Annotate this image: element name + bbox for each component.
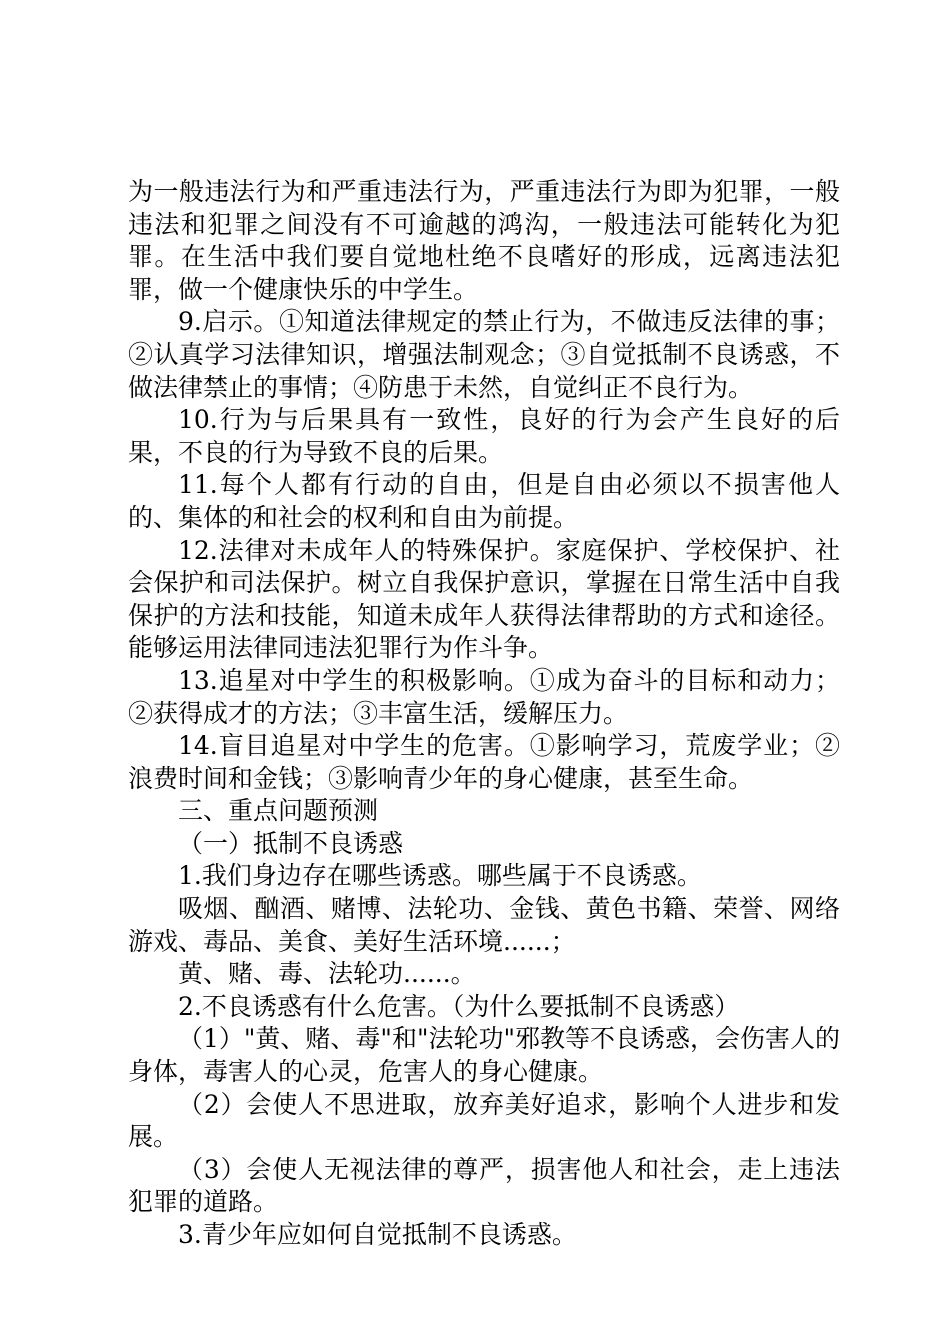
answer-1b: 黄、赌、毒、法轮功......。 bbox=[178, 959, 476, 989]
subsection-heading: （一）抵制不良诱惑 bbox=[178, 828, 404, 858]
question-1: 1.我们身边存在哪些诱惑。哪些属于不良诱惑。 bbox=[178, 861, 702, 891]
document-body bbox=[128, 176, 840, 1252]
paragraph-6: 13.追星对中学生的积极影响。①成为奋斗的目标和动力；②获得成才的方法；③丰富生活，缓解压力。 bbox=[128, 665, 840, 728]
section-heading: 三、重点问题预测 bbox=[178, 796, 379, 826]
paragraph-3: 10.行为与后果具有一致性，良好的行为会产生良好的后果，不良的行为导致不良的后果。 bbox=[128, 405, 840, 467]
answer-2-2: （2）会使人不思进取，放弃美好追求，影响个人进步和发展。 bbox=[128, 1089, 840, 1152]
paragraph-1: 为一般违法行为和严重违法行为，严重违法行为即为犯罪，一般违法和犯罪之间没有不可逾越的鸿沟，一般违法可能转化为犯罪。在生活中我们要自觉地杜绝不良嗜好的形成，远离违法犯罪，做一个健康快乐的中学生。 bbox=[128, 177, 840, 304]
paragraph-2: 9.启示。①知道法律规定的禁止行为，不做违反法律的事；②认真学习法律知识，增强法制观念；③自觉抵制不良诱惑，不做法律禁止的事情；④防患于未然，自觉纠正不良行为。 bbox=[128, 307, 840, 402]
question-2: 2.不良诱惑有什么危害。（为什么要抵制不良诱惑） bbox=[178, 991, 740, 1021]
paragraph-5: 12.法律对未成年人的特殊保护。家庭保护、学校保护、社会保护和司法保护。树立自我保护意识，掌握在日常生活中自我保护的方法和技能，知道未成年人获得法律帮助的方式和途径。能够运用法律同违法犯罪行为作斗争。 bbox=[128, 535, 840, 663]
question-3: 3.青少年应如何自觉抵制不良诱惑。 bbox=[178, 1220, 577, 1249]
paragraph-4: 11.每个人都有行动的自由，但是自由必须以不损害他人的、集体的和社会的权利和自由为前提。 bbox=[128, 470, 840, 532]
answer-1a: 吸烟、酗酒、赌博、法轮功、金钱、黄色书籍、荣誉、网络游戏、毒品、美食、美好生活环境......； bbox=[128, 894, 840, 956]
answer-2-3: （3）会使人无视法律的尊严，损害他人和社会，走上违法犯罪的道路。 bbox=[128, 1154, 840, 1217]
answer-2-1: （1）"黄、赌、毒"和"法轮功"邪教等不良诱惑，会伤害人的身体，毒害人的心灵，危害人的身心健康。 bbox=[128, 1024, 840, 1087]
paragraph-7: 14.盲目追星对中学生的危害。①影响学习，荒废学业；②浪费时间和金钱；③影响青少年的身心健康，甚至生命。 bbox=[128, 731, 840, 793]
